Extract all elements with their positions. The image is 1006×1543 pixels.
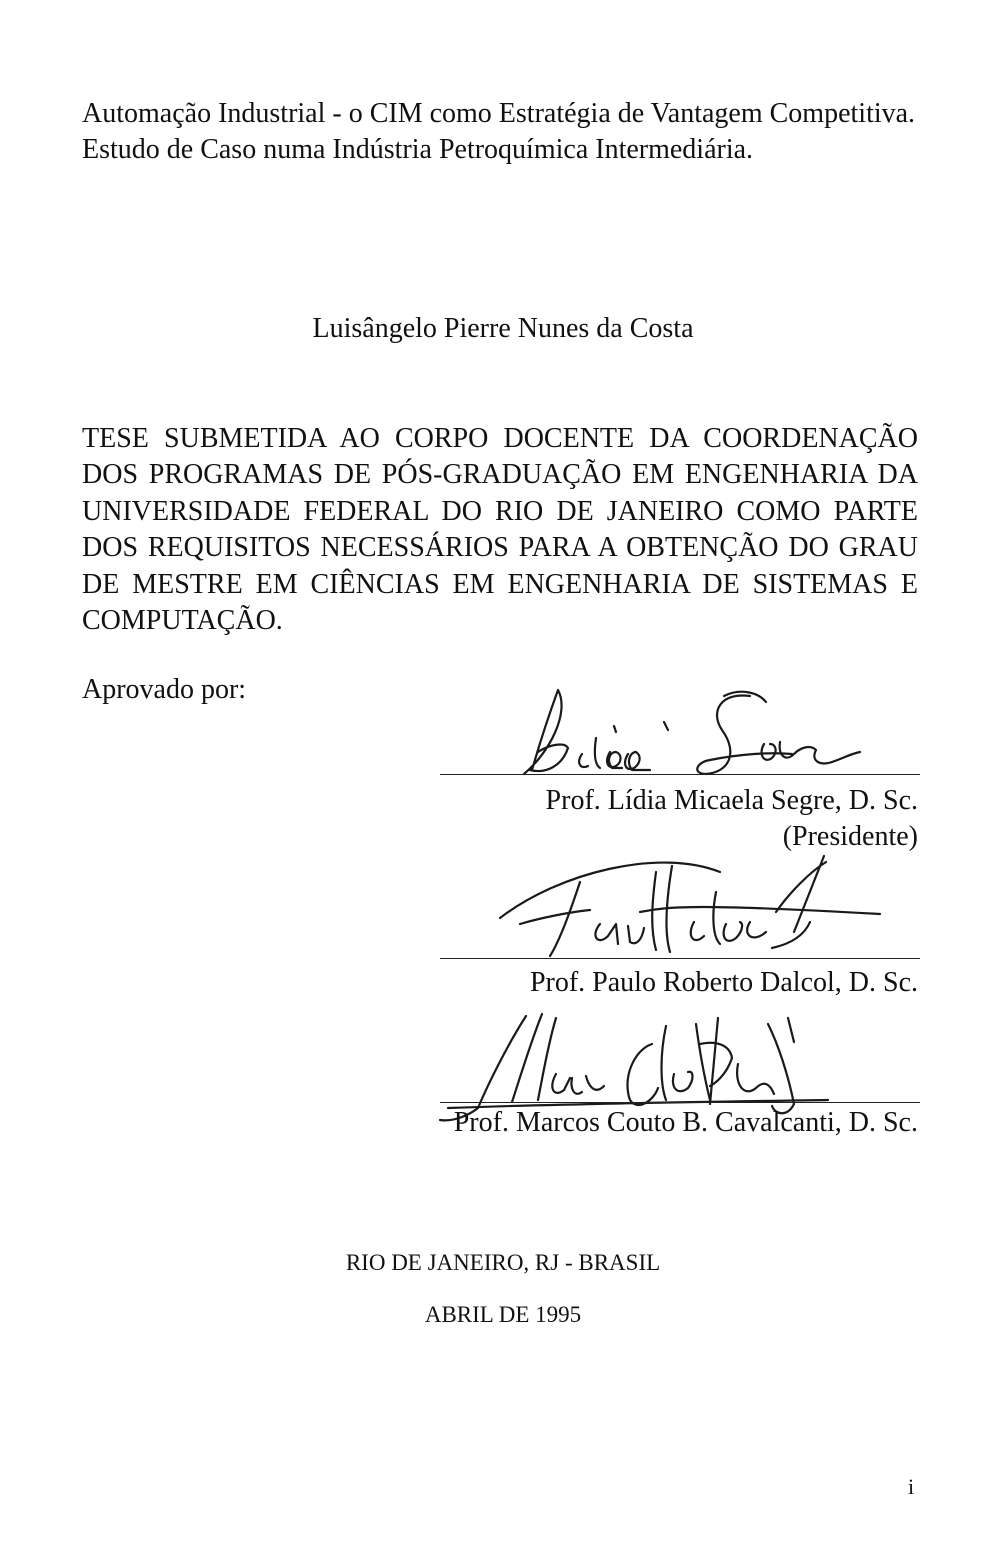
signature-line-1 — [440, 774, 920, 775]
author-name: Luisângelo Pierre Nunes da Costa — [312, 313, 694, 344]
title-line-1: Automação Industrial - o CIM como Estratégia de Vantagem Competitiva. — [82, 98, 916, 129]
thesis-line-2: DOS PROGRAMAS DE PÓS-GRADUAÇÃO EM ENGENHARIA DA — [82, 459, 918, 491]
thesis-line-4: DOS REQUISITOS NECESSÁRIOS PARA A OBTENÇÃO DO GRAU — [82, 532, 918, 564]
thesis-line-6: COMPUTAÇÃO. — [82, 604, 283, 636]
signature-line-3 — [440, 1102, 920, 1103]
committee-2-name: Prof. Paulo Roberto Dalcol, D. Sc. — [529, 967, 918, 998]
page-number: i — [908, 1474, 915, 1499]
signature-2 — [480, 852, 900, 962]
approved-by-label: Aprovado por: — [82, 674, 247, 705]
place: RIO DE JANEIRO, RJ - BRASIL — [345, 1250, 661, 1275]
signature-line-2 — [440, 958, 920, 959]
committee-1-role: (Presidente) — [782, 821, 918, 852]
thesis-statement — [82, 421, 918, 639]
thesis-line-1: TESE SUBMETIDA AO CORPO DOCENTE DA COORDENAÇÃO — [82, 423, 918, 454]
signature-1 — [510, 682, 870, 782]
date: ABRIL DE 1995 — [424, 1302, 582, 1327]
title-line-2: Estudo de Caso numa Indústria Petroquímica Intermediária. — [82, 134, 754, 165]
committee-1-name: Prof. Lídia Micaela Segre, D. Sc. — [545, 785, 918, 816]
thesis-line-3: UNIVERSIDADE FEDERAL DO RIO DE JANEIRO COMO PARTE — [82, 495, 918, 527]
committee-3-name: Prof. Marcos Couto B. Cavalcanti, D. Sc. — [453, 1107, 918, 1138]
thesis-line-5: DE MESTRE EM CIÊNCIAS EM ENGENHARIA DE SISTEMAS E — [82, 568, 918, 600]
